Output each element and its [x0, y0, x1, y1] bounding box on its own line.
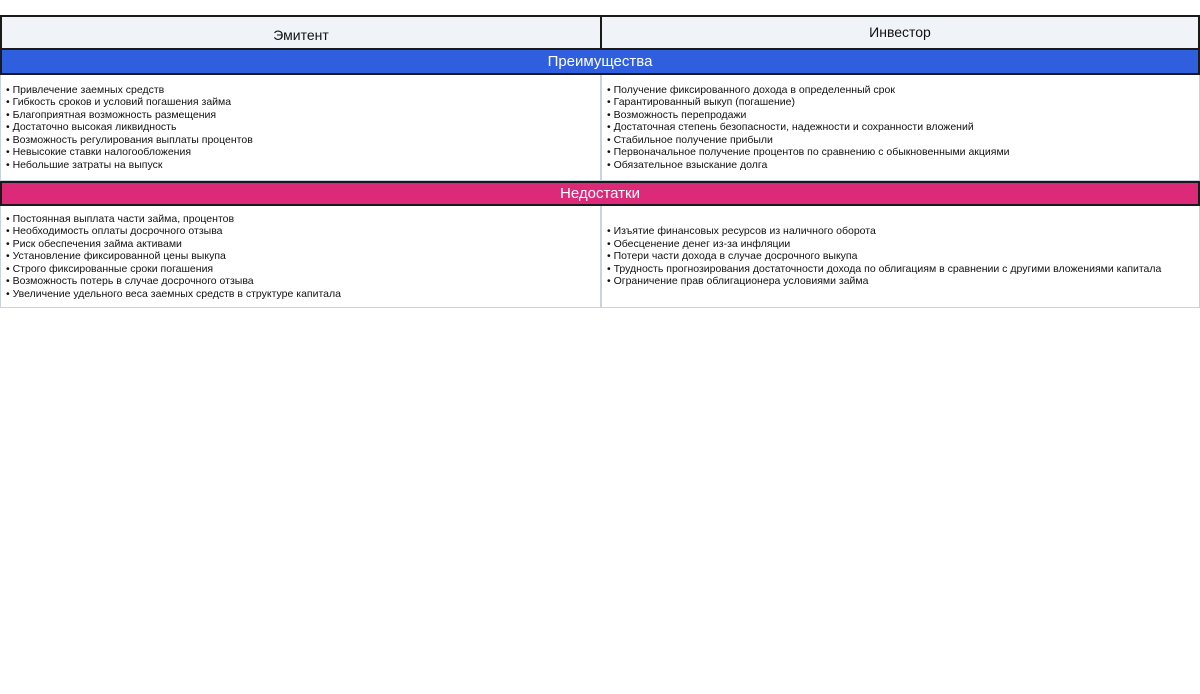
list-item: • Привлечение заемных средств [6, 84, 595, 97]
disadvantages-row [0, 206, 1200, 308]
list-item: • Невысокие ставки налогообложения [6, 146, 595, 159]
list-item: • Гарантированный выкуп (погашение) [607, 96, 1194, 109]
list-item: • Увеличение удельного веса заемных средств в структуре капитала [6, 288, 595, 301]
list-item: • Достаточная степень безопасности, надежности и сохранности вложений [607, 121, 1194, 134]
disadvantages-investor-cell [600, 206, 1200, 307]
advantages-row [0, 75, 1200, 181]
list-item: • Первоначальное получение процентов по сравнению с обыкновенными акциями [607, 146, 1194, 159]
list-item: • Возможность потерь в случае досрочного отзыва [6, 275, 595, 288]
list-item: • Получение фиксированного дохода в определенный срок [607, 84, 1194, 97]
list-item: • Установление фиксированной цены выкупа [6, 250, 595, 263]
advantages-investor-cell [600, 75, 1200, 180]
list-item: • Необходимость оплаты досрочного отзыва [6, 225, 595, 238]
header-row [0, 15, 1200, 50]
list-item: • Обязательное взыскание долга [607, 159, 1194, 172]
list-item: • Трудность прогнозирования достаточности дохода по облигациям в сравнении с другими вложениями капитала [607, 263, 1194, 276]
comparison-table [0, 15, 1200, 308]
list-item: • Ограничение прав облигационера условиями займа [607, 275, 1194, 288]
list-item: • Достаточно высокая ликвидность [6, 121, 595, 134]
list-item: • Стабильное получение прибыли [607, 134, 1194, 147]
list-item: • Изъятие финансовых ресурсов из наличного оборота [607, 225, 1194, 238]
disadvantages-band: Недостатки [0, 181, 1200, 206]
list-item: • Возможность регулирования выплаты процентов [6, 134, 595, 147]
list-item: • Гибкость сроков и условий погашения займа [6, 96, 595, 109]
list-item: • Небольшие затраты на выпуск [6, 159, 595, 172]
header-issuer: Эмитент [0, 15, 600, 50]
list-item: • Обесценение денег из-за инфляции [607, 238, 1194, 251]
list-item: • Постоянная выплата части займа, процентов [6, 213, 595, 226]
list-item: • Риск обеспечения займа активами [6, 238, 595, 251]
advantages-issuer-cell [0, 75, 600, 180]
list-item: • Строго фиксированные сроки погашения [6, 263, 595, 276]
header-investor: Инвестор [600, 15, 1200, 50]
list-item: • Возможность перепродажи [607, 109, 1194, 122]
advantages-band: Преимущества [0, 50, 1200, 75]
disadvantages-issuer-cell [0, 206, 600, 307]
list-item: • Благоприятная возможность размещения [6, 109, 595, 122]
list-item: • Потери части дохода в случае досрочного выкупа [607, 250, 1194, 263]
